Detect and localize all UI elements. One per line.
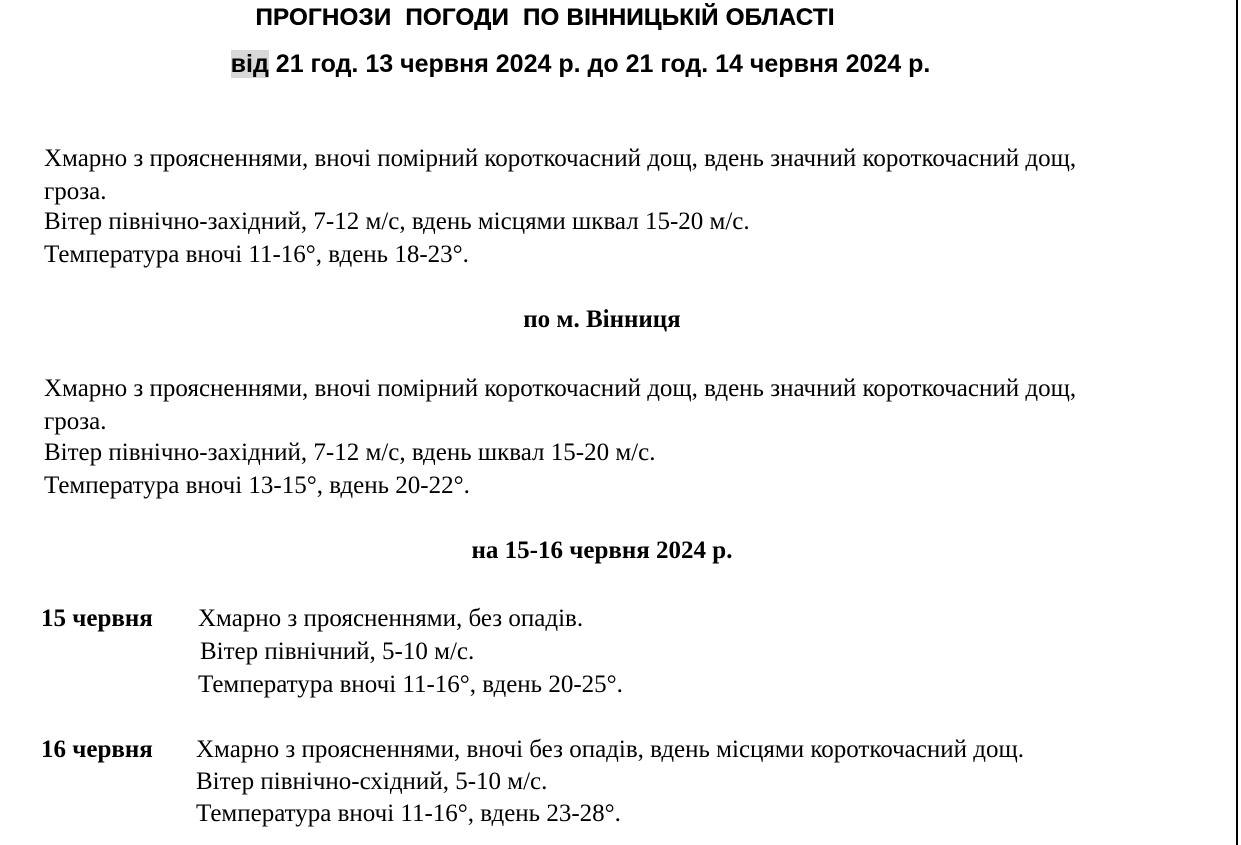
city-sky-text-continued: гроза. <box>44 408 107 435</box>
day-wind-text: Вітер північний, 5-10 м/с. <box>200 638 475 665</box>
day-sky-text: Хмарно з проясненнями, вночі без опадів, вдень місцями короткочасний дощ. <box>196 736 1024 763</box>
forecast-period-prefix: від <box>230 50 269 78</box>
day-temperature-text: Температура вночі 11-16°, вдень 23-28°. <box>196 800 621 827</box>
day-label: 16 червня <box>41 736 153 763</box>
forecast-period <box>0 50 1161 79</box>
region-sky-text: Хмарно з проясненнями, вночі помірний короткочасний дощ, вдень значний короткочасний дощ, <box>44 145 1077 172</box>
region-wind-text: Вітер північно-західний, 7-12 м/с, вдень місцями шквал 15-20 м/с. <box>44 208 750 235</box>
city-sky-text: Хмарно з проясненнями, вночі помірний короткочасний дощ, вдень значний короткочасний дощ, <box>44 375 1077 402</box>
city-wind-text: Вітер північно-західний, 7-12 м/с, вдень шквал 15-20 м/с. <box>44 439 656 466</box>
day-sky-text: Хмарно з проясненнями, без опадів. <box>198 605 584 632</box>
city-temperature-text: Температура вночі 13-15°, вдень 20-22°. <box>44 472 470 499</box>
day-label: 15 червня <box>41 605 153 632</box>
region-sky-text-continued: гроза. <box>44 178 107 205</box>
outlook-heading: на 15-16 червня 2024 р. <box>471 537 733 564</box>
city-heading: по м. Вінниця <box>523 306 681 333</box>
day-temperature-text: Температура вночі 11-16°, вдень 20-25°. <box>198 671 623 698</box>
forecast-period-range: 21 год. 13 червня 2024 р. до 21 год. 14 червня 2024 р. <box>268 50 931 78</box>
page-title: ПРОГНОЗИ ПОГОДИ ПО ВІННИЦЬКІЙ ОБЛАСТІ <box>255 4 835 31</box>
day-wind-text: Вітер північно-східний, 5-10 м/с. <box>196 768 548 795</box>
region-temperature-text: Температура вночі 11-16°, вдень 18-23°. <box>44 241 469 268</box>
page-border-right <box>1236 0 1238 845</box>
